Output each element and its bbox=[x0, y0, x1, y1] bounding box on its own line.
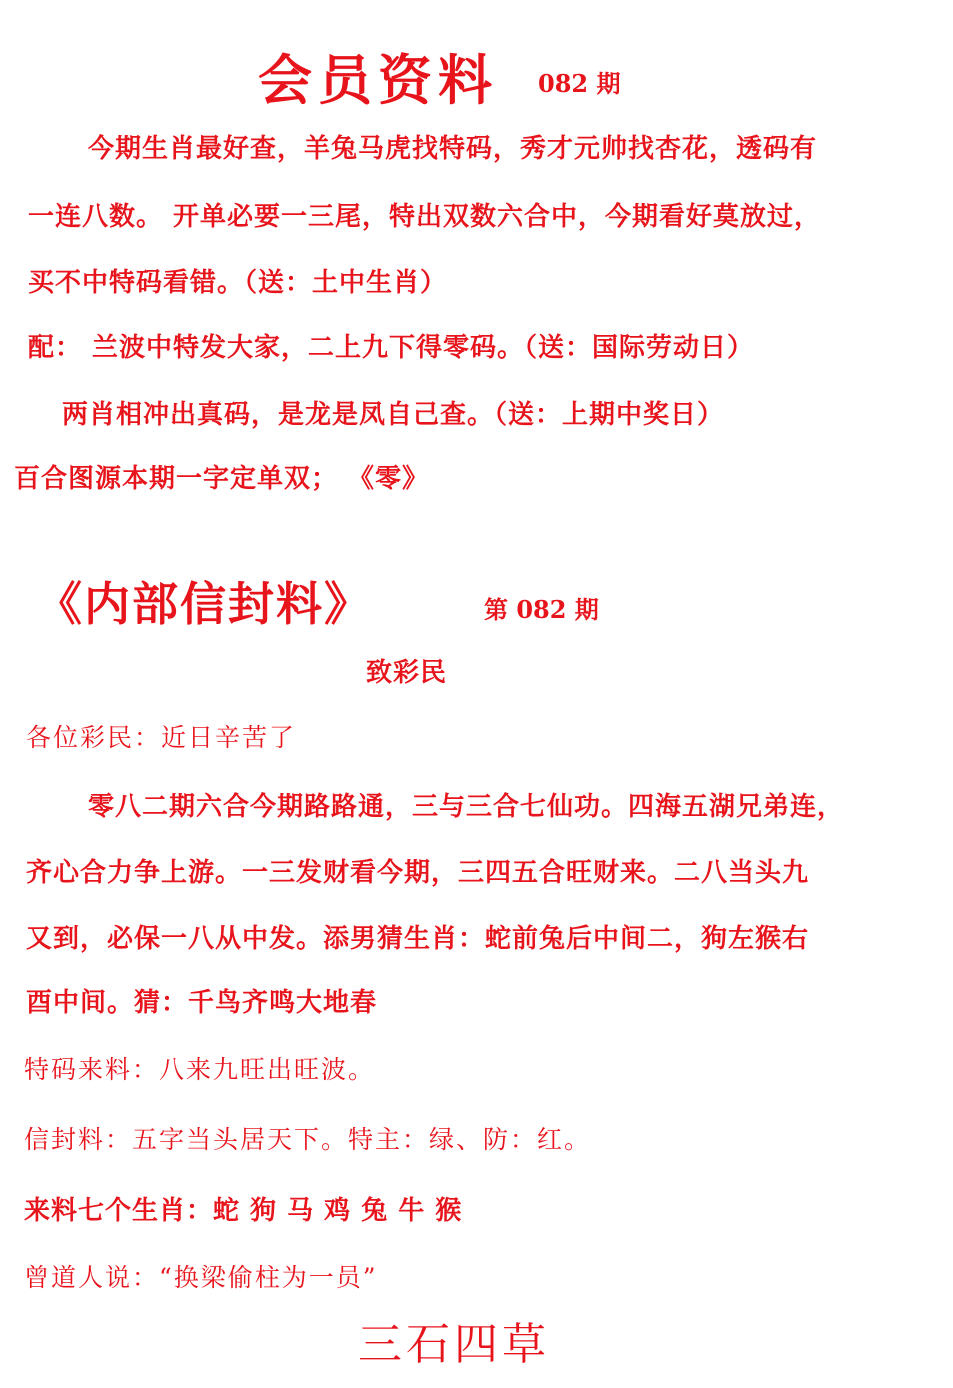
envelope-line: 酉中间。猜：千鸟齐鸣大地春 bbox=[26, 988, 378, 1018]
member-line: 一连八数。 开单必要一三尾，特出双数六合中，今期看好莫放过， bbox=[28, 202, 822, 232]
envelope-issue: 第 082 期 bbox=[484, 595, 599, 624]
envelope-item: 信封料：五字当头居天下。特主：绿、防：红。 bbox=[24, 1125, 592, 1154]
member-issue: 082 期 bbox=[538, 69, 621, 98]
envelope-greeting: 各位彩民：近日辛苦了 bbox=[26, 723, 297, 752]
envelope-item: 曾道人说：“换梁偷柱为一员” bbox=[24, 1263, 378, 1292]
envelope-line: 又到，必保一八从中发。添男猜生肖：蛇前兔后中间二，狗左猴右 bbox=[26, 924, 810, 954]
member-line: 今期生肖最好查，羊兔马虎找特码，秀才元帅找杏花，透码有 bbox=[88, 134, 818, 164]
envelope-item: 来料七个生肖：蛇 狗 马 鸡 兔 牛 猴 bbox=[24, 1196, 463, 1226]
envelope-item: 特码来料：八来九旺出旺波。 bbox=[24, 1055, 376, 1084]
envelope-line: 齐心合力争上游。一三发财看今期，三四五合旺财来。二八当头九 bbox=[26, 858, 810, 888]
envelope-line: 零八二期六合今期路路通，三与三合七仙功。四海五湖兄弟连， bbox=[88, 792, 845, 822]
member-line: 百合图源本期一字定单双； 《零》 bbox=[14, 464, 430, 494]
envelope-subtitle: 致彩民 bbox=[366, 658, 448, 688]
member-line: 两肖相冲出真码，是龙是凤自己查。（送：上期中奖日） bbox=[62, 400, 725, 430]
envelope-footer: 三石四草 bbox=[358, 1319, 550, 1370]
member-title: 会员资料 bbox=[258, 48, 498, 112]
envelope-title: 《内部信封料》 bbox=[36, 577, 372, 631]
member-line: 买不中特码看错。（送：土中生肖） bbox=[28, 268, 448, 298]
member-line: 配： 兰波中特发大家，二上九下得零码。（送：国际劳动日） bbox=[28, 333, 755, 363]
